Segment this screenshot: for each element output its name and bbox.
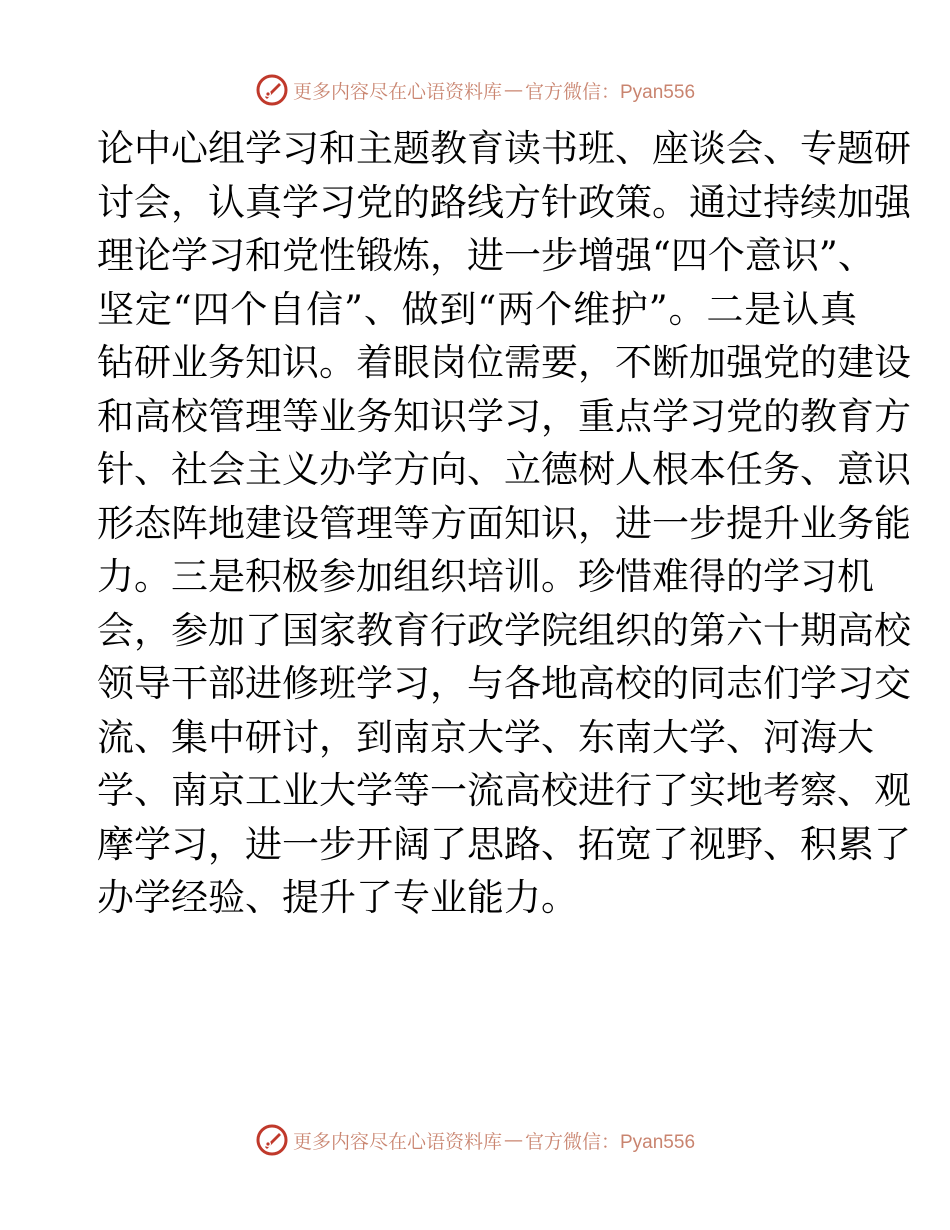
body-line: 论中心组学习和主题教育读书班、座谈会、专题研: [97, 127, 911, 170]
red-quill-seal-icon: [255, 73, 289, 107]
footer-separator: —: [504, 1129, 523, 1151]
body-line: 和高校管理等业务知识学习，重点学习党的教育方: [97, 394, 911, 438]
header-separator: —: [504, 79, 523, 101]
footer-wechat: 官方微信：Pyan556: [525, 1131, 696, 1153]
body-line: 力。三是积极参加组织培训。珍惜难得的学习机: [97, 555, 874, 598]
footer-text: 更多内容尽在心语资料库: [292, 1130, 502, 1153]
red-quill-seal-icon: [255, 1123, 289, 1157]
header-text: 更多内容尽在心语资料库: [292, 80, 502, 103]
body-line: 会，参加了国家教育行政学院组织的第六十期高校: [97, 608, 911, 652]
document-body: [97, 122, 911, 925]
footer-banner: [0, 1120, 950, 1160]
body-line: 流、集中研讨，到南京大学、东南大学、河海大: [97, 715, 874, 759]
header-banner: [0, 70, 950, 110]
body-line: 钻研业务知识。着眼岗位需要，不断加强党的建设: [97, 341, 911, 384]
body-line: 讨会，认真学习党的路线方针政策。通过持续加强: [97, 180, 911, 224]
body-line: 坚定“四个自信”、做到“两个维护”。二是认真: [97, 287, 857, 331]
body-line: 办学经验、提升了专业能力。: [97, 876, 578, 919]
body-line: 针、社会主义办学方向、立德树人根本任务、意识: [97, 448, 911, 491]
body-line: 形态阵地建设管理等方面知识，进一步提升业务能: [97, 501, 911, 545]
body-line: 领导干部进修班学习，与各地高校的同志们学习交: [97, 662, 911, 705]
header-wechat: 官方微信：Pyan556: [525, 81, 696, 103]
body-line: 理论学习和党性锻炼，进一步增强“四个意识”、: [97, 234, 875, 277]
body-line: 学、南京工业大学等一流高校进行了实地考察、观: [97, 769, 911, 812]
body-line: 摩学习，进一步开阔了思路、拓宽了视野、积累了: [97, 822, 911, 866]
